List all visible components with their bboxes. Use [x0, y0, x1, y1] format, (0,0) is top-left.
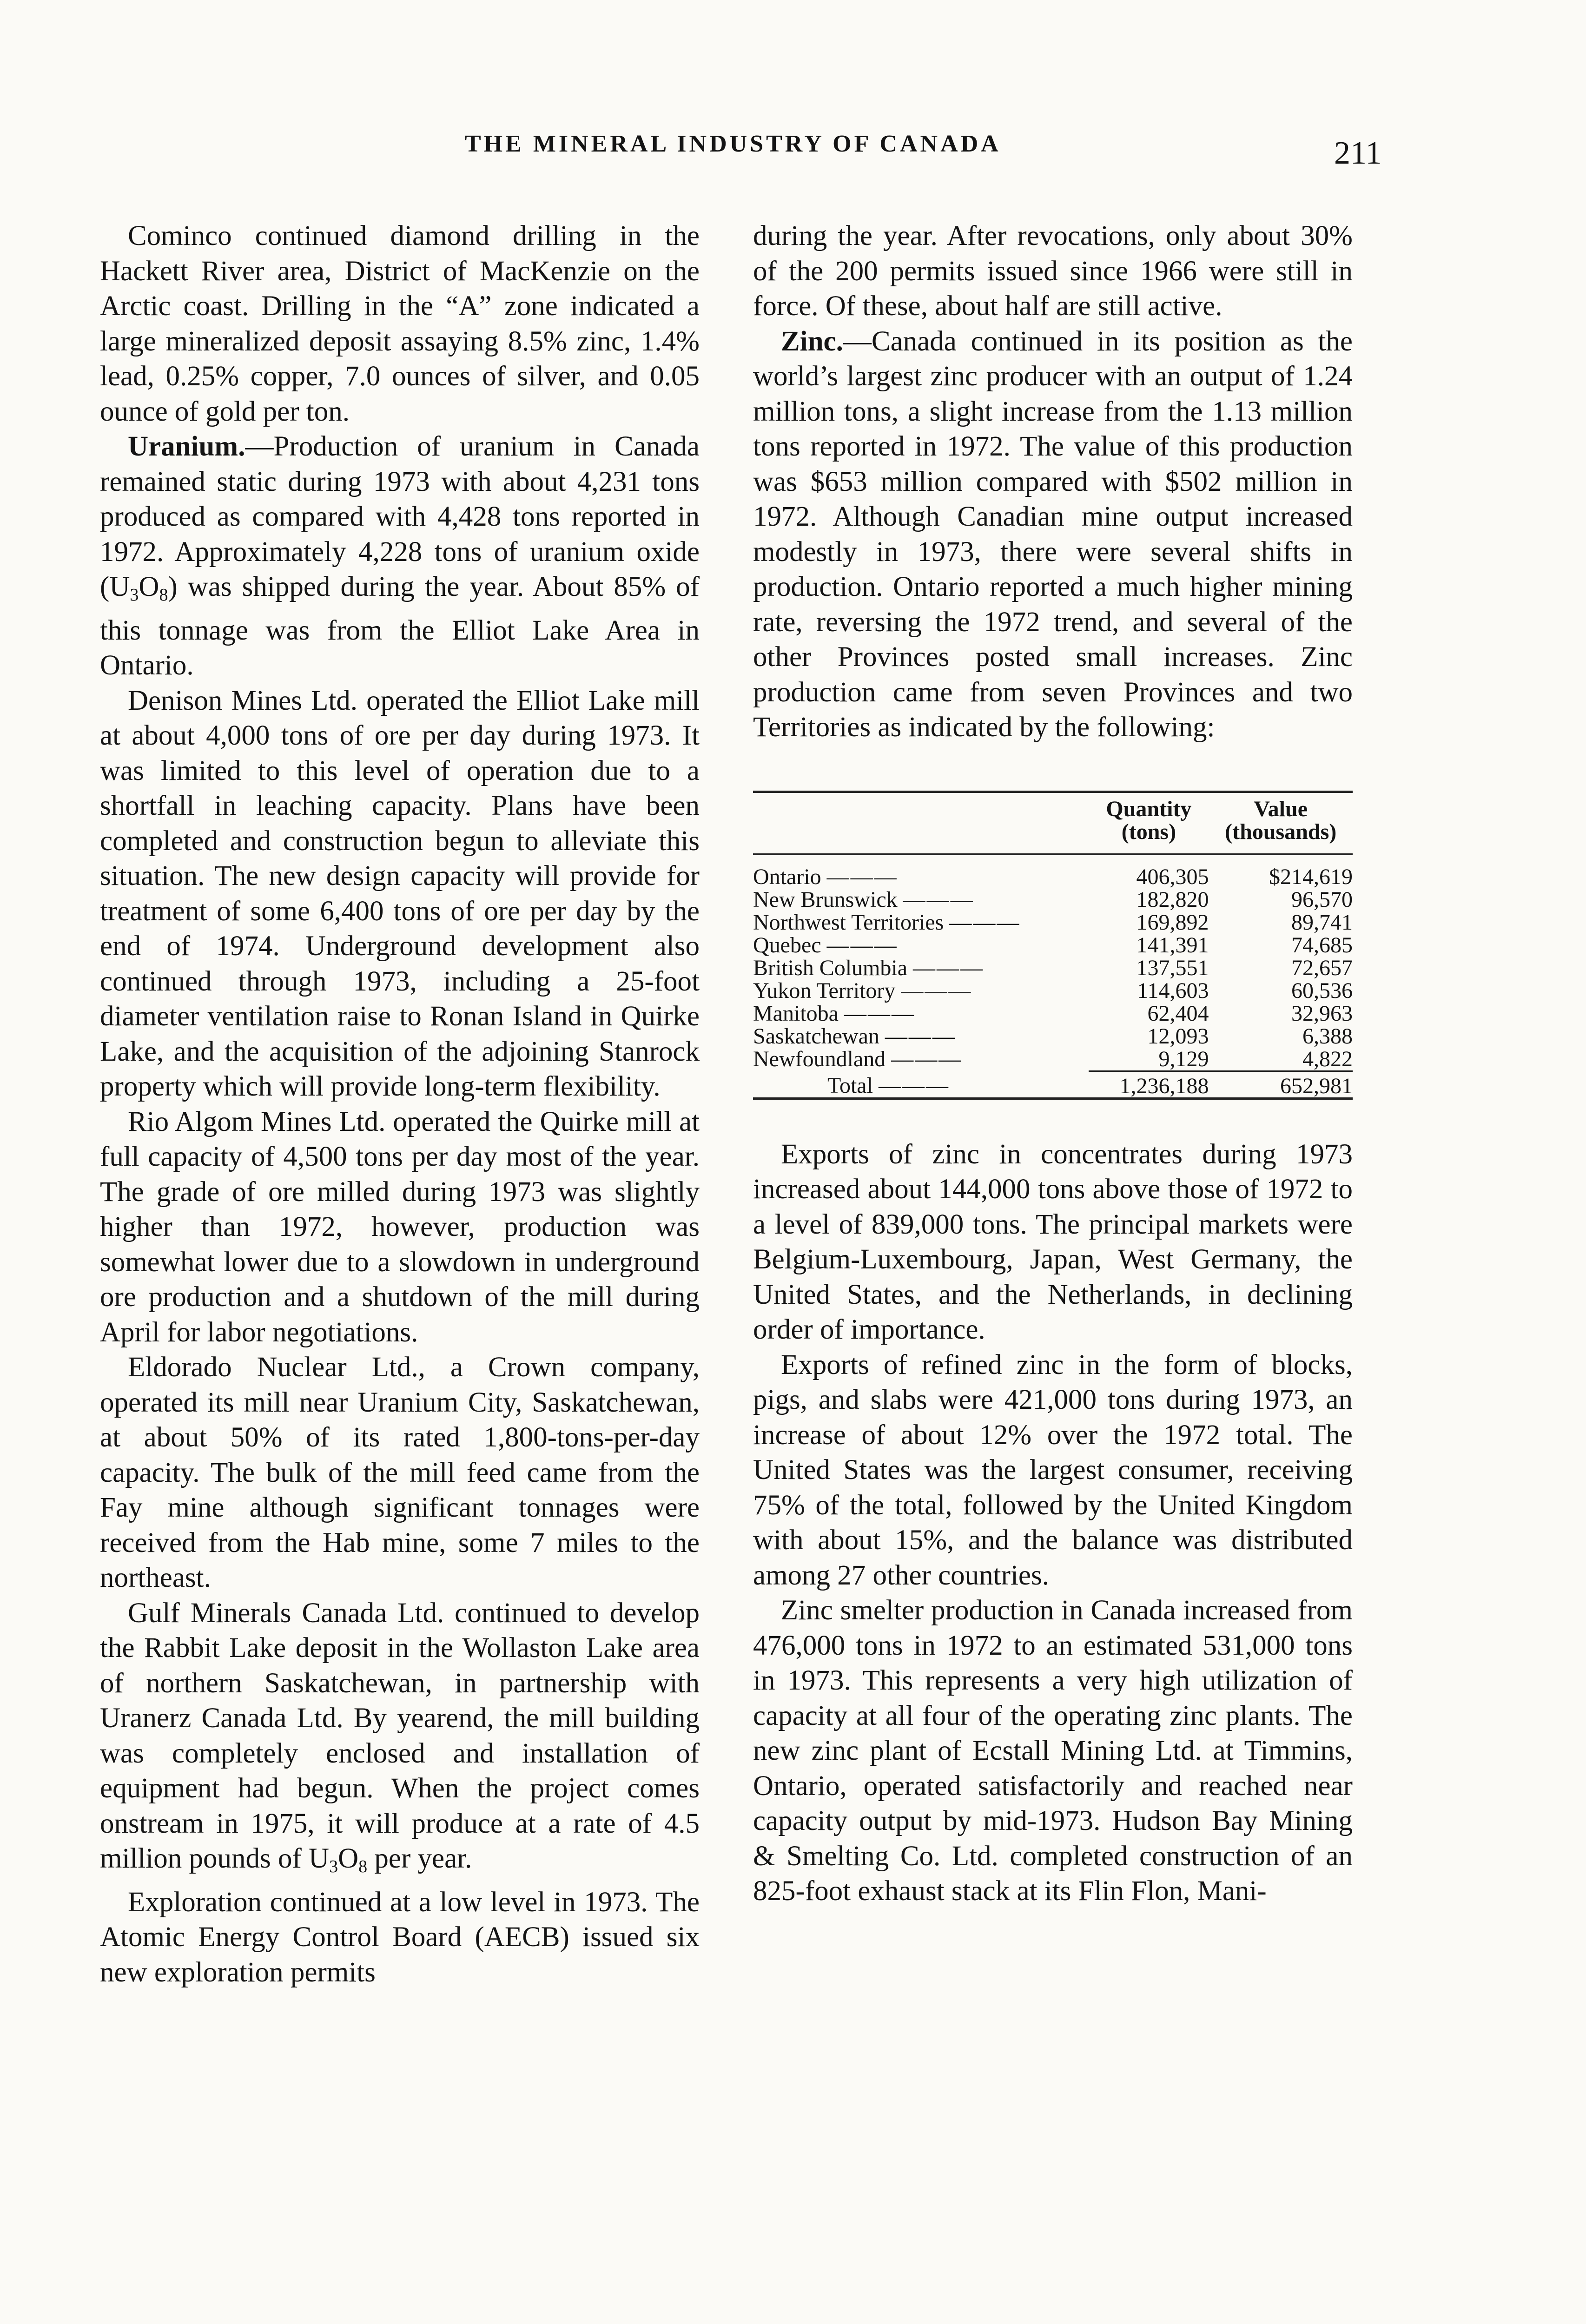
province-cell: [753, 957, 1089, 979]
dot-leader: ———: [844, 1001, 915, 1026]
uranium-text-c: ) was shipped during the year. About 85% of this tonnage was from the Elliot Lake Area in Ontario.: [100, 571, 700, 681]
dot-leader: ———: [885, 1023, 956, 1049]
province-name: Manitoba: [753, 1001, 839, 1026]
paragraph-uranium: [100, 429, 700, 683]
quantity-cell: 141,391: [1136, 932, 1209, 957]
dot-leader: ———: [891, 1047, 963, 1072]
total-label-cell: [753, 1071, 1089, 1098]
value-cell: 4,822: [1302, 1046, 1353, 1071]
value-cell: 89,741: [1291, 910, 1353, 935]
paragraph-permits: during the year. After revocations, only about 30% of the 200 permits issued since 1966 were still in force. Of these, about half are still active.: [753, 220, 1353, 322]
paragraph-exploration: Exploration continued at a low level in 1973. The Atomic Energy Control Board (AECB) issued six new exploration permits: [100, 1886, 700, 1988]
zinc-table-body: [753, 854, 1353, 1099]
total-row: [753, 1071, 1353, 1098]
dot-leader: ———: [878, 1073, 950, 1098]
province-cell: [753, 979, 1089, 1002]
uranium-text-a: —Production of uranium in Canada remained static during 1973 with about 4,231 tons produced as compared with 4,428 tons reported in 1972. Approximately 4,228 tons of uranium oxide (U: [100, 431, 700, 602]
quantity-cell: 182,820: [1136, 887, 1209, 912]
province-cell: [753, 934, 1089, 957]
paragraph-gulf-minerals: [100, 1596, 700, 1885]
quantity-cell: 9,129: [1158, 1046, 1209, 1071]
value-cell: 96,570: [1291, 887, 1353, 912]
total-label: Total: [827, 1073, 873, 1098]
paragraph-exports-refined: Exports of refined zinc in the form of blocks, pigs, and slabs were 421,000 tons during 1973, an increase of about 12% over the 1972 total. The United States was the largest consumer, receiving 75% of the total, followed by the United Kingdom with about 15%, and the balance was distributed among 27 other countries.: [753, 1349, 1353, 1591]
dot-leader: ———: [826, 864, 898, 889]
province-cell: [753, 854, 1089, 888]
table-row: [753, 888, 1353, 911]
right-column: [753, 218, 1353, 1909]
dot-leader: ———: [903, 887, 974, 912]
value-cell: 32,963: [1291, 1001, 1353, 1026]
total-value-cell: 652,981: [1209, 1071, 1353, 1098]
total-quantity-cell: 1,236,188: [1089, 1071, 1209, 1098]
province-cell: [753, 888, 1089, 911]
dot-leader: ———: [826, 932, 898, 957]
zinc-text: —Canada continued in its position as the world’s largest zinc producer with an output of 1.24 million tons, a slight increase from the 1.13 million tons reported in 1972. The value of this production was $653 million compared with $502 million in 1972. Although Canadian mine output increased modestly in 1973, there were several shifts in production. Ontario reported a much higher mining rate, reversing the 1972 trend, and several of the other Provinces posted small increases. Zinc production came from seven Provinces and two Territories as indicated by the following:: [753, 325, 1353, 743]
province-cell: [753, 911, 1089, 934]
zinc-heading: Zinc.: [781, 325, 843, 357]
quantity-cell: 169,892: [1136, 910, 1209, 935]
subscript-3: 3: [329, 1857, 338, 1876]
left-column: [100, 218, 700, 1990]
province-name: Yukon Territory: [753, 978, 896, 1003]
table-row: [753, 1025, 1353, 1048]
subscript-8: 8: [358, 1857, 368, 1876]
value-column-header: Value (thousands): [1209, 793, 1353, 854]
value-cell: 60,536: [1291, 978, 1353, 1003]
quantity-cell: 62,404: [1147, 1001, 1209, 1026]
subscript-8: 8: [159, 585, 168, 605]
zinc-production-table-wrapper: [753, 791, 1353, 1100]
dot-leader: ———: [901, 978, 972, 1003]
province-name: Saskatchewan: [753, 1023, 879, 1049]
quantity-cell: 406,305: [1136, 864, 1209, 889]
value-cell: $214,619: [1269, 864, 1353, 889]
running-title: THE MINERAL INDUSTRY OF CANADA: [465, 131, 1001, 157]
province-cell: [753, 1002, 1089, 1025]
page-number: 211: [1334, 135, 1382, 171]
table-row: [753, 854, 1353, 888]
province-name: Quebec: [753, 932, 821, 957]
uranium-text-b: O: [139, 571, 159, 602]
value-cell: 72,657: [1291, 955, 1353, 980]
value-cell: 6,388: [1302, 1023, 1353, 1049]
paragraph-denison: Denison Mines Ltd. operated the Elliot Lake mill at about 4,000 tons of ore per day during 1973. It was limited to this level of operation due to a shortfall in leaching capacity. Plans have been completed and construction begun to alleviate this situation. The new design capacity will provide for treatment of some 6,400 tons of ore per day by the end of 1974. Underground development also continued through 1973, including a 25-foot diameter ventilation raise to Ronan Island in Quirke Lake, and the acquisition of the adjoining Stanrock property which will provide long-term flexibility.: [100, 685, 700, 1102]
subscript-3: 3: [130, 585, 139, 605]
province-name: British Columbia: [753, 955, 908, 980]
table-row: [753, 979, 1353, 1002]
gulf-text-c: per year.: [367, 1843, 472, 1874]
gulf-text-a: Gulf Minerals Canada Ltd. continued to develop the Rabbit Lake deposit in the Wollaston Lake area of northern Saskatchewan, in partnership with Uranerz Canada Ltd. By yearend, the mill building was completely enclosed and installation of equipment had begun. When the project comes onstream in 1975, it will produce at a rate of 4.5 million pounds of U: [100, 1597, 700, 1874]
province-name: New Brunswick: [753, 887, 898, 912]
paragraph-rio-algom: Rio Algom Mines Ltd. operated the Quirke mill at full capacity of 4,500 tons per day most of the year. The grade of ore milled during 1973 was slightly higher than 1972, however, production was somewhat lower due to a slowdown in underground ore production and a shutdown of the mill during April for labor negotiations.: [100, 1106, 700, 1348]
paragraph-zinc: [753, 324, 1353, 745]
dot-leader: ———: [949, 910, 1021, 935]
province-cell: [753, 1048, 1089, 1071]
gulf-text-b: O: [338, 1843, 359, 1874]
quantity-cell: 137,551: [1136, 955, 1209, 980]
paragraph-cominco: Cominco continued diamond drilling in the Hackett River area, District of MacKenzie on the Arctic coast. Drilling in the “A” zone indicated a large mineralized deposit assaying 8.5% zinc, 1.4% lead, 0.25% copper, 7.0 ounces of silver, and 0.05 ounce of gold per ton.: [100, 220, 700, 427]
dot-leader: ———: [913, 955, 985, 980]
zinc-production-table: [753, 791, 1353, 1100]
value-cell: 74,685: [1291, 932, 1353, 957]
paragraph-exports-concentrates: Exports of zinc in concentrates during 1973 increased about 144,000 tons above those of 1972 to a level of 839,000 tons. The principal markets were Belgium-Luxembourg, Japan, West Germany, the United States, and the Netherlands, in declining order of importance.: [753, 1138, 1353, 1345]
table-row: [753, 934, 1353, 957]
uranium-heading: Uranium.: [128, 431, 245, 462]
paragraph-eldorado: Eldorado Nuclear Ltd., a Crown company, operated its mill near Uranium City, Saskatchewan, at about 50% of its rated 1,800-tons-per-day capacity. The bulk of the mill feed came from the Fay mine although significant tonnages were received from the Hab mine, some 7 miles to the northeast.: [100, 1352, 700, 1593]
quantity-cell: 12,093: [1147, 1023, 1209, 1049]
paragraph-smelter-production: Zinc smelter production in Canada increased from 476,000 tons in 1972 to an estimated 531,000 tons in 1973. This represents a very high utilization of capacity at all four of the operating zinc plants. The new zinc plant of Ecstall Mining Ltd. at Timmins, Ontario, operated satisfactorily and reached near capacity output by mid-1973. Hudson Bay Mining & Smelting Co. Ltd. completed construction of an 825-foot exhaust stack at its Flin Flon, Mani-: [753, 1595, 1353, 1907]
province-cell: [753, 1025, 1089, 1048]
table-row: [753, 957, 1353, 979]
table-row: [753, 1002, 1353, 1025]
quantity-cell: 114,603: [1137, 978, 1209, 1003]
table-row: [753, 1048, 1353, 1071]
province-name: Ontario: [753, 864, 821, 889]
quantity-column-header: Quantity (tons): [1089, 793, 1209, 854]
province-name: Newfoundland: [753, 1047, 886, 1072]
province-name: Northwest Territories: [753, 910, 944, 935]
table-row: [753, 911, 1353, 934]
